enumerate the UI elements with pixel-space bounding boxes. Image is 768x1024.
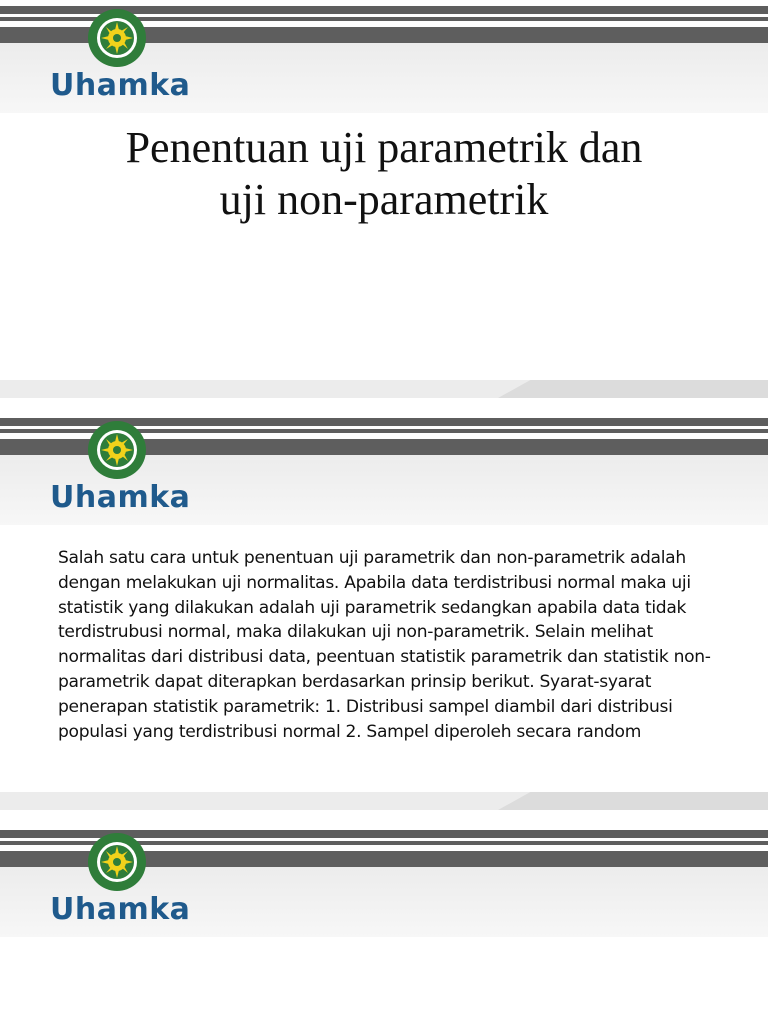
- title-line-1: Penentuan uji parametrik dan: [125, 123, 643, 172]
- slide-1: [0, 0, 768, 398]
- slide-2: [0, 412, 768, 810]
- footer-wedge: [498, 380, 768, 398]
- university-seal-icon: [87, 8, 147, 68]
- slide-3: [0, 824, 768, 1024]
- brand-wordmark: Uhamka: [50, 480, 191, 515]
- uhamka-logo: [50, 8, 190, 108]
- university-seal-icon: [87, 832, 147, 892]
- brand-wordmark: Uhamka: [50, 68, 191, 103]
- slide-title: [60, 122, 708, 226]
- title-line-2: uji non-parametrik: [219, 175, 549, 224]
- slide-body-text: Salah satu cara untuk penentuan uji parametrik dan non-parametrik adalah dengan melakukan uji normalitas. Apabila data terdistribusi normal maka uji statistik yang dilakukan adalah uji parametrik sedangkan apabila data tidak terdistrubusi normal, maka dilakukan uji non-parametrik. Selain melihat normalitas dari distribusi data, peentuan statistik parametrik dan statistik non-parametrik dapat diterapkan berdasarkan prinsip berikut. Syarat-syarat penerapan statistik parametrik: 1. Distribusi sampel diambil dari distribusi populasi yang terdistribusi normal 2. Sampel diperoleh secara random: [58, 548, 711, 742]
- uhamka-logo: [50, 420, 190, 520]
- brand-wordmark: Uhamka: [50, 892, 191, 927]
- uhamka-logo: [50, 832, 190, 932]
- footer-wedge: [498, 792, 768, 810]
- university-seal-icon: [87, 420, 147, 480]
